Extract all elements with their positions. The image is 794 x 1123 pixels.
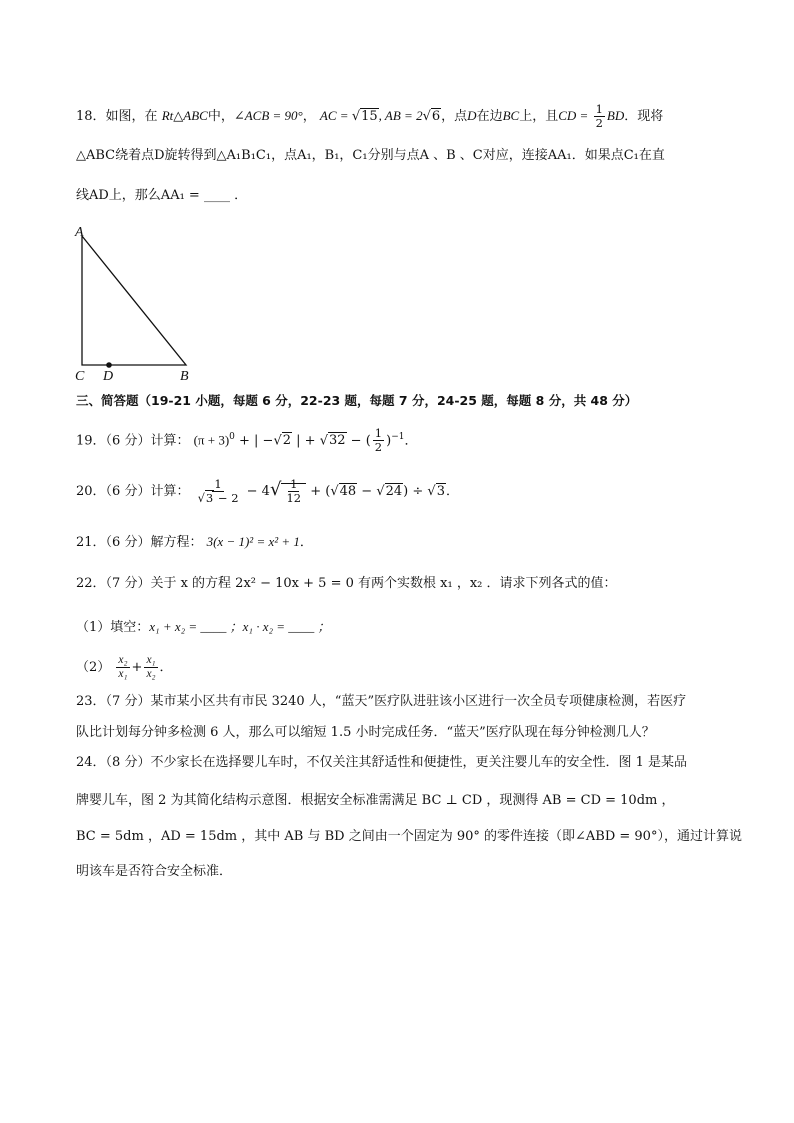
fraction-numerator: 1 (374, 426, 383, 441)
q18-bc: BC (502, 108, 520, 123)
q18-line-3: 线AD上，那么AA₁ = ____ ． (76, 188, 248, 203)
q18-text: 上，且 (519, 109, 559, 124)
q19-expr: − ( (346, 433, 371, 449)
q21-equation: 3(x − 1)² = x² + 1 (206, 534, 300, 549)
fraction-numerator: x₂ (118, 654, 128, 666)
q22-part-1 (76, 616, 331, 639)
fraction-reciprocal (196, 478, 241, 505)
label-a: A (75, 225, 84, 240)
sqrt-symbol: √ (273, 433, 282, 449)
q21-end: ． (299, 535, 313, 550)
q22-part-2-heading: （2） (76, 660, 111, 675)
label-d: D (103, 369, 114, 382)
sqrt-symbol: √ (330, 484, 339, 499)
fraction-x1-x2 (144, 654, 157, 681)
q18-text: ，点 (441, 109, 468, 124)
label-c: C (75, 369, 85, 382)
q24-line-3: BC = 5dm ，AD = 15dm ，其中 AB 与 BD 之间由一个固定为 90° 的零件连接（即∠ABD = 90°），通过计算说 (76, 829, 742, 844)
q20-expr: ) ÷ (403, 484, 428, 499)
q18-text: 如图，在 (105, 109, 158, 124)
fraction-denominator: x₂ (146, 668, 156, 680)
q24-line-2: 牌婴儿车，图 2 为其简化结构示意图．根据安全标准需满足 BC ⊥ CD ，现测得 AB = CD = 10dm ， (76, 793, 675, 808)
q24-line-4: 明该车是否符合安全标准． (76, 864, 233, 879)
fraction-half (594, 103, 605, 130)
q18-text: 在边 (476, 109, 503, 124)
sqrt-symbol: √ (422, 109, 431, 124)
q20-root-fraction (281, 477, 306, 505)
fraction-numerator: x₁ (146, 654, 156, 666)
q22-line: 22．（7 分）关于 x 的方程 2x² − 10x + 5 = 0 有两个实数根 x₁ ，x₂ ．请求下列各式的值： (76, 576, 617, 591)
q20-expr: − 2 (214, 491, 239, 505)
q21-line (76, 531, 313, 554)
sqrt-symbol: √ (197, 491, 205, 505)
fraction-denominator: 12 (286, 491, 302, 505)
triangle-figure (70, 222, 200, 382)
fraction-1-12 (284, 478, 303, 505)
fraction-half (373, 427, 384, 454)
sqrt-symbol: √ (351, 109, 361, 124)
q18-abc: ABC (183, 108, 208, 123)
triangle-outline (82, 236, 186, 365)
fraction-denominator (196, 492, 241, 505)
plus-sign: + (131, 660, 143, 675)
fraction-numerator: 1 (214, 477, 222, 491)
q18-rt: Rt (161, 108, 174, 123)
q19-exponent: 0 (229, 432, 235, 442)
q23-line-1: 23．（7 分）某市某小区共有市民 3240 人，“蓝天”医疗队进驻该小区进行一次全员专项健康检测，若医疗 (76, 694, 687, 709)
q22-part-1-expr: x₁ + x₂ = ____ ；x₁ · x₂ = ____ ； (149, 619, 331, 634)
fraction-x2-x1 (116, 654, 129, 681)
q20-line (76, 478, 459, 505)
q22-end: ． (159, 660, 173, 675)
q19-radicand: 2 (282, 433, 292, 449)
label-b: B (180, 369, 189, 382)
point-d (106, 362, 112, 368)
q18-line-2: △ABC绕着点D旋转得到△A₁B₁C₁，点A₁，B₁，C₁分别与点A 、B 、C对应，连接AA₁．如果点C₁在直 (76, 148, 665, 163)
q20-end: ． (445, 484, 459, 499)
q20-heading: 20．（6 分）计算： (76, 484, 190, 499)
q18-ac: AC = (319, 108, 352, 123)
q20-expr: − (357, 484, 377, 499)
q18-text: ．现将 (624, 109, 664, 124)
q18-angle: ∠ACB = 90° (233, 108, 303, 123)
sqrt-symbol: √ (427, 484, 436, 499)
q20-expr: − 4 (242, 484, 270, 499)
q19-expr: (π + 3) (193, 432, 230, 448)
q19-end: ． (404, 433, 418, 449)
q18-cd: CD = (558, 108, 592, 123)
q19-line (76, 426, 417, 454)
q20-expr: + ( (306, 484, 331, 499)
q22-part-2 (76, 654, 173, 681)
q19-radicand: 32 (329, 433, 346, 449)
q22-part-1-heading: （1）填空： (76, 620, 150, 635)
fraction-numerator: 1 (290, 477, 298, 491)
fraction-denominator: 2 (374, 440, 383, 455)
triangle-symbol: △ (173, 109, 184, 124)
sqrt-symbol: √ (376, 484, 385, 499)
q19-expr: | + (292, 433, 320, 449)
q18-d: D (467, 108, 477, 123)
section-3-heading: 三、简答题（19-21 小题，每题 6 分，22-23 题，每题 7 分，24-25 题，每题 8 分，共 48 分） (76, 393, 638, 408)
q23-line-2: 队比计划每分钟多检测 6 人，那么可以缩短 1.5 小时完成任务．“蓝天”医疗队现在每分钟检测几人？ (76, 725, 655, 740)
q20-radicand: 24 (385, 484, 403, 499)
q24-line-1: 24．（8 分）不少家长在选择婴儿车时，不仅关注其舒适性和便捷性，更关注婴儿车的安全性．图 1 是某品 (76, 755, 687, 770)
fraction-numerator: 1 (595, 102, 603, 116)
q19-expr: + | − (234, 433, 274, 449)
q18-ab: , AB = 2 (378, 108, 423, 123)
q20-radicand: 48 (339, 484, 357, 499)
q20-radicand: 3 (436, 484, 445, 499)
fraction-denominator: x₁ (118, 668, 128, 680)
q18-text: 中， (207, 109, 234, 124)
q20-radicand: 3 (205, 491, 214, 505)
q21-heading: 21．（6 分）解方程： (76, 535, 203, 550)
q18-line-1 (76, 103, 663, 130)
q18-number: 18． (76, 109, 106, 124)
q18-bd: BD (606, 108, 625, 123)
q18-ab-radicand: 6 (431, 109, 441, 124)
q18-text: ， (302, 109, 316, 124)
q19-expr: ) (386, 433, 392, 449)
q19-exponent: −1 (391, 432, 405, 442)
q19-heading: 19．（6 分）计算： (76, 433, 190, 449)
q18-ac-radicand: 15 (361, 109, 378, 124)
fraction-denominator: 2 (595, 116, 603, 130)
sqrt-symbol: √ (319, 433, 328, 449)
sqrt-symbol: √ (269, 479, 282, 500)
